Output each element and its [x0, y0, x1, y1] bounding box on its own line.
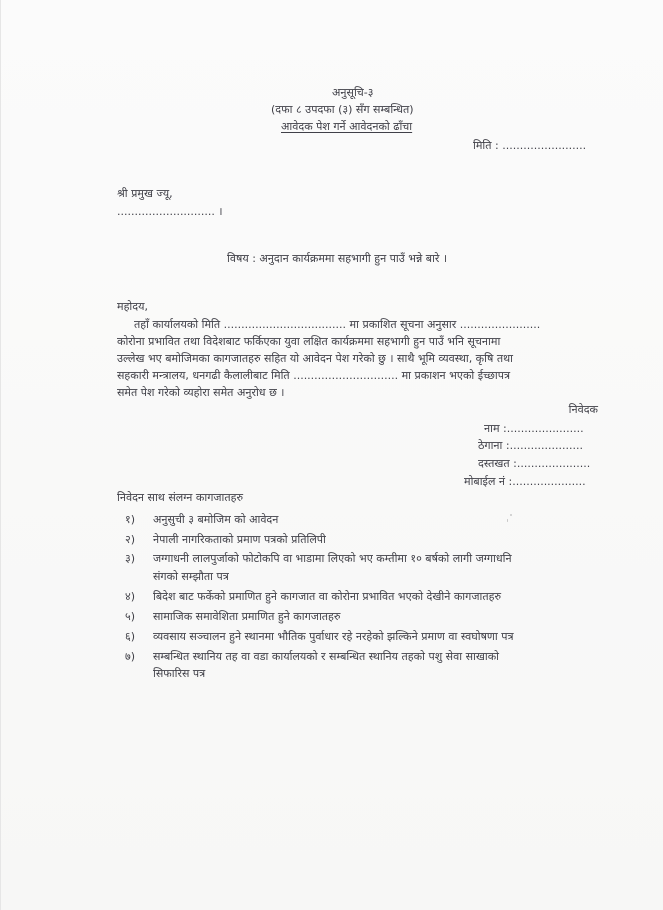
attachment-text-continued: संगको सम्झौता पत्र: [153, 570, 229, 583]
body-line-5: समेत पेश गरेको व्यहोरा समेत अनुरोध छ ।: [117, 386, 285, 399]
attachment-text: अनुसुची ३ बमोजिम को आवेदन: [153, 513, 279, 526]
attachment-text: जग्गाधनी लालपुर्जाको फोटोकपि वा भाडामा लिएको भए कम्तीमा १० बर्षको लागी जग्गाधनि: [153, 552, 512, 565]
body-line-2: कोरोना प्रभावित तथा विदेशबाट फर्किएका युवा लक्षित कार्यक्रममा सहभागी हुन पाउँ भनि सूचनामा: [117, 335, 501, 348]
form-title: आवेदक पेश गर्ने आवेदनको ढाँचा: [281, 120, 413, 133]
scan-speck: [507, 519, 508, 522]
addressee-blank: ............................ ।: [117, 205, 223, 218]
attachment-number: २): [125, 533, 136, 546]
attachment-number: ४): [125, 590, 136, 603]
applicant-name-field: नाम :......................: [484, 422, 584, 435]
attachments-heading: निवेदन साथ संलग्न कागजातहरु: [117, 491, 244, 504]
attachment-number: ३): [125, 552, 136, 565]
attachment-text: सम्बन्धित स्थानिय तह वा वडा कार्यालयको र सम्बन्धित स्थानिय तहको पशु सेवा साखाको: [153, 650, 499, 663]
date-field: मिति : ........................: [473, 139, 587, 152]
attachment-number: ७): [125, 650, 136, 663]
attachment-text: व्यवसाय सञ्चालन हुने स्थानमा भौतिक पुर्वाधार रहे नरहेको झल्किने प्रमाण वा स्वघोषणा पत्र: [153, 630, 514, 643]
applicant-label: निवेदक: [568, 403, 598, 416]
attachment-item: [125, 533, 605, 549]
attachment-item: [125, 630, 605, 646]
body-line-3: उल्लेख भए बमोजिमका कागजातहरु सहित यो आवेदन पेश गरेको छु । साथै भूमि व्यवस्था, कृषि तथा: [117, 352, 513, 365]
attachment-item: [125, 513, 605, 529]
attachment-item: [125, 650, 605, 684]
attachment-number: १): [125, 513, 136, 526]
attachment-text: नेपाली नागरिकताको प्रमाण पत्रको प्रतिलिपी: [153, 533, 326, 546]
attachment-number: ५): [125, 610, 136, 623]
attachment-item: [125, 552, 605, 586]
body-line-1: तहाँ कार्यालयको मिति ................................... मा प्रकाशित सूचना अनुसार .......................: [134, 318, 541, 331]
greeting: महोदय,: [117, 300, 148, 313]
body-line-4: सहकारी मन्त्रालय, धनगढी कैलालीबाट मिति .............................. मा प्रकाशन भएको ईच्छापत्र: [117, 369, 511, 382]
attachment-text: सामाजिक समावेशिता प्रमाणित हुने कागजातहरु: [153, 610, 341, 623]
attachment-text-continued: सिफारिस पत्र: [153, 667, 206, 680]
attachment-item: [125, 610, 605, 626]
scan-speck: [510, 514, 512, 516]
addressee-salutation: श्री प्रमुख ज्यू,: [117, 187, 173, 200]
applicant-address-field: ठेगाना :.....................: [478, 439, 584, 452]
subject-line: विषय : अनुदान कार्यक्रममा सहभागी हुन पाउँ भन्ने बारे ।: [227, 252, 448, 265]
reference-line: (दफा ८ उपदफा (३) सँग सम्बन्धित): [271, 103, 414, 116]
attachment-item: [125, 590, 605, 606]
applicant-mobile-field: मोबाईल नं :.....................: [464, 475, 586, 488]
applicant-signature-field: दस्तखत :.....................: [478, 457, 591, 470]
attachment-text: बिदेश बाट फर्केको प्रमाणित हुने कागजात वा कोरोना प्रभावित भएको देखीने कागजातहरु: [153, 590, 502, 603]
attachment-number: ६): [125, 630, 136, 643]
schedule-heading: अनुसूचि-३: [332, 86, 374, 99]
